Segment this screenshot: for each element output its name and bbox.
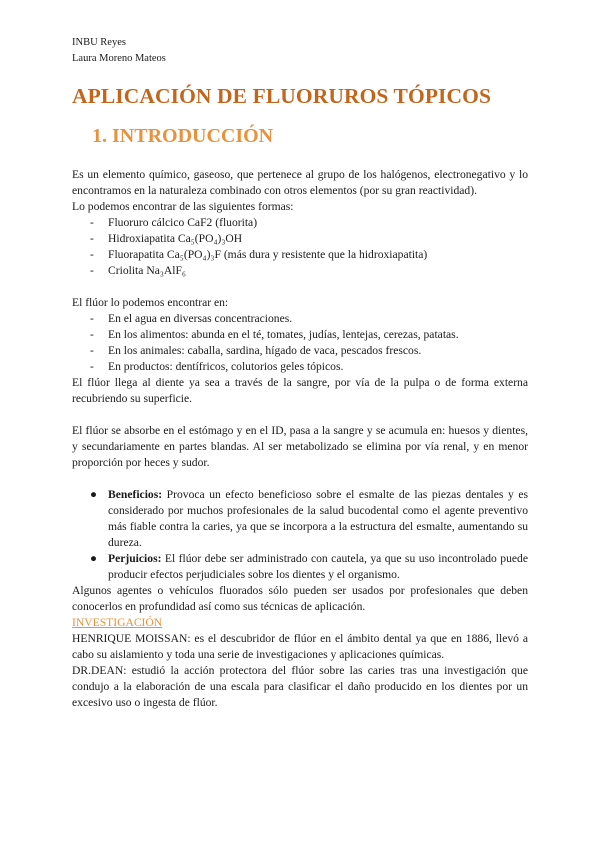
author-line-2: Laura Moreno Mateos: [72, 53, 166, 64]
forms-lead: Lo podemos encontrar de las siguientes formas:: [72, 200, 294, 213]
sources-after: El flúor llega al diente ya sea a través de la sangre, por vía de la pulpa o de forma externa recubriendo su superficie.: [72, 376, 528, 405]
author-line-1: INBU Reyes: [72, 37, 126, 48]
forms-list: [72, 215, 528, 279]
intro-paragraph: Es un elemento químico, gaseoso, que pertenece al grupo de los halógenos, electronegativo y lo encontramos en la naturaleza combinado con otros elementos (por su gran reactividad).: [72, 168, 528, 197]
list-item: - Fluorapatita Ca₅(PO₄)₃F (más dura y resistente que la hidroxiapatita): [90, 247, 528, 263]
effect-label: Beneficios:: [108, 488, 163, 501]
bullet-icon: ●: [90, 552, 98, 565]
moissan-paragraph: HENRIQUE MOISSAN: es el descubridor de flúor en el ámbito dental ya que en 1886, llevó a cabo su aislamiento y toda una serie de investigaciones y aplicaciones químicas.: [72, 632, 528, 661]
effect-label: Perjuicios:: [108, 552, 162, 565]
investigation-heading: INVESTIGACIÓN: [72, 616, 163, 629]
document-page: [72, 35, 528, 711]
effect-harms: [90, 551, 528, 583]
effect-benefits: [90, 487, 528, 551]
list-item: - En productos: dentífricos, colutorios geles tópicos.: [90, 359, 528, 375]
list-item: - Criolita Na₃AlF₆: [90, 263, 528, 279]
list-item: - En el agua en diversas concentraciones.: [90, 311, 528, 327]
effects-list: [72, 487, 528, 583]
list-item: - En los animales: caballa, sardina, hígado de vaca, pescados frescos.: [90, 343, 528, 359]
absorption-paragraph: El flúor se absorbe en el estómago y en el ID, pasa a la sangre y se acumula en: huesos y dientes, y secundariamente en partes blandas. Al ser metabolizado se elimina por vía renal, y en menor proporción por heces y sudor.: [72, 424, 528, 469]
effect-text: Provoca un efecto beneficioso sobre el esmalte de las piezas dentales y es considerado por muchos profesionales de la salud bucodental como el agente preventivo más fiable contra la caries, ya que se incorpora a la estructura del esmalte, aumentando su dureza.: [108, 488, 528, 549]
dean-paragraph: DR.DEAN: estudió la acción protectora del flúor sobre las caries tras una investigación que condujo a la elaboración de una escala para clasificar el daño producido en los dientes por un excesivo uso o ingesta de flúor.: [72, 664, 528, 709]
section-heading: 1. INTRODUCCIÓN: [92, 125, 274, 147]
sources-list: [72, 311, 528, 375]
agents-paragraph: Algunos agentes o vehículos fluorados sólo pueden ser usados por profesionales que deben conocerlos en profundidad así como sus técnicas de aplicación.: [72, 584, 528, 613]
list-item: - Hidroxiapatita Ca₅(PO₄)₃OH: [90, 231, 528, 247]
document-title: APLICACIÓN DE FLUORUROS TÓPICOS: [72, 84, 492, 108]
sources-lead: El flúor lo podemos encontrar en:: [72, 296, 229, 309]
list-item: - Fluoruro cálcico CaF2 (fluorita): [90, 215, 528, 231]
list-item: - En los alimentos: abunda en el té, tomates, judías, lentejas, cerezas, patatas.: [90, 327, 528, 343]
bullet-icon: ●: [90, 488, 98, 501]
effect-text: El flúor debe ser administrado con cautela, ya que su uso incontrolado puede producir efectos perjudiciales sobre los dientes y el organismo.: [108, 552, 528, 581]
